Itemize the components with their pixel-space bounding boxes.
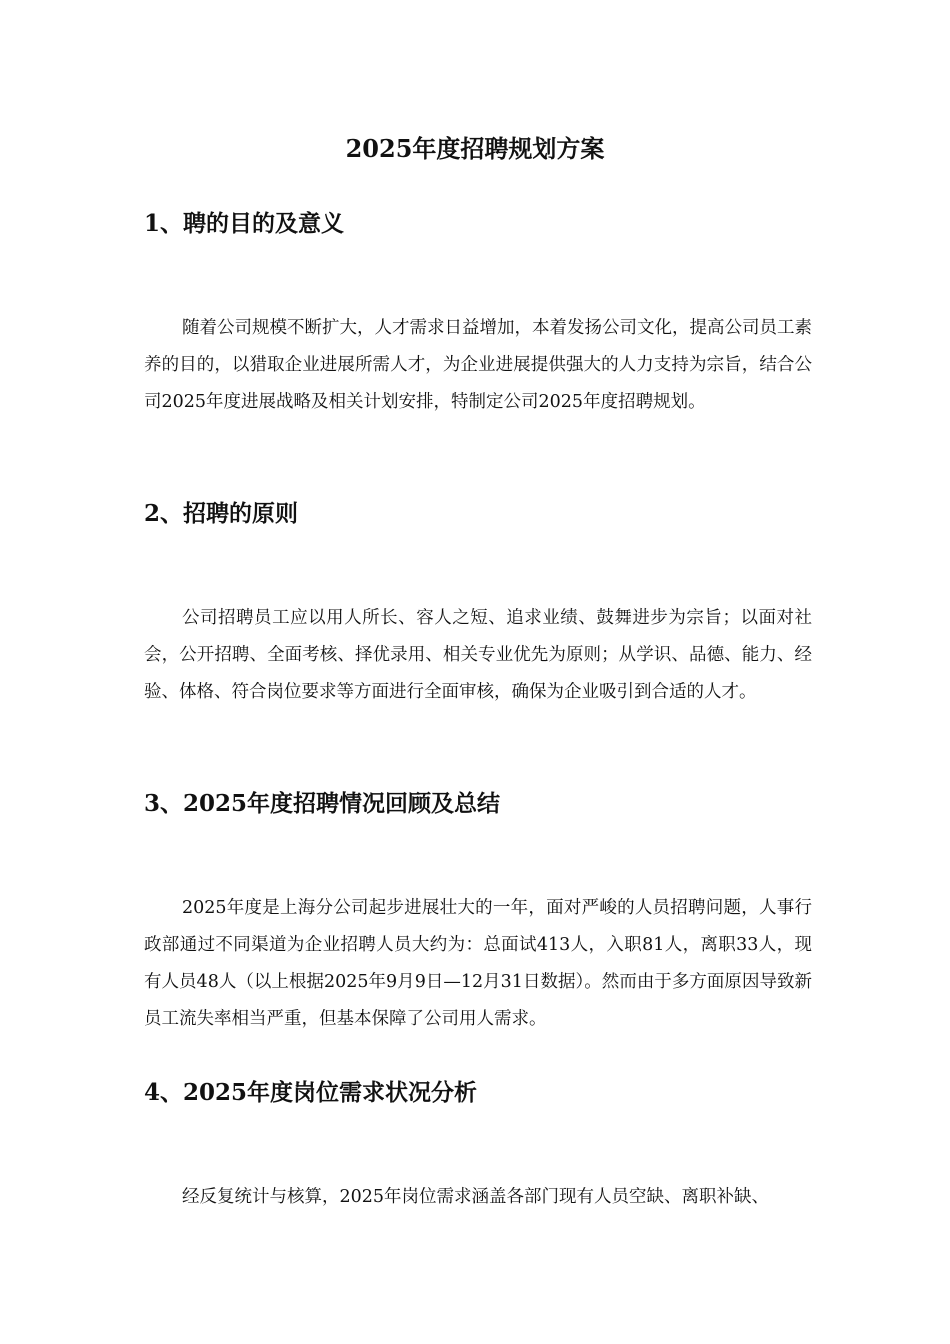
section-paragraph-review: 2025年度是上海分公司起步进展壮大的一年，面对严峻的人员招聘问题，人事行政部通过不同渠道为企业招聘人员大约为：总面试413人，入职81人，离职33人，现有人员48人（以上根据2025年9月9日—12月31日数据）。然而由于多方面原因导致新员工流失率相当严重，但基本保障了公司用人需求。 xyxy=(144,898,812,1029)
section-paragraph-purpose: 随着公司规模不断扩大，人才需求日益增加，本着发扬公司文化，提高公司员工素养的目的，以猎取企业进展所需人才，为企业进展提供强大的人力支持为宗旨，结合公司2025年度进展战略及相关计划安排，特制定公司2025年度招聘规划。 xyxy=(144,318,812,412)
section-heading-review: 3、2025年度招聘情况回顾及总结 xyxy=(144,790,501,817)
section-heading-demand-analysis: 4、2025年度岗位需求状况分析 xyxy=(144,1079,478,1106)
section-paragraph-principles: 公司招聘员工应以用人所长、容人之短、追求业绩、鼓舞进步为宗旨；以面对社会，公开招聘、全面考核、择优录用、相关专业优先为原则；从学识、品德、能力、经验、体格、符合岗位要求等方面进行全面审核，确保为企业吸引到合适的人才。 xyxy=(144,608,812,702)
section-heading-purpose: 1、聘的目的及意义 xyxy=(144,210,345,237)
section-paragraph-demand-analysis: 经反复统计与核算，2025年岗位需求涵盖各部门现有人员空缺、离职补缺、 xyxy=(182,1187,770,1207)
section-heading-principles: 2、招聘的原则 xyxy=(144,500,299,527)
page-title: 2025年度招聘规划方案 xyxy=(345,134,605,163)
